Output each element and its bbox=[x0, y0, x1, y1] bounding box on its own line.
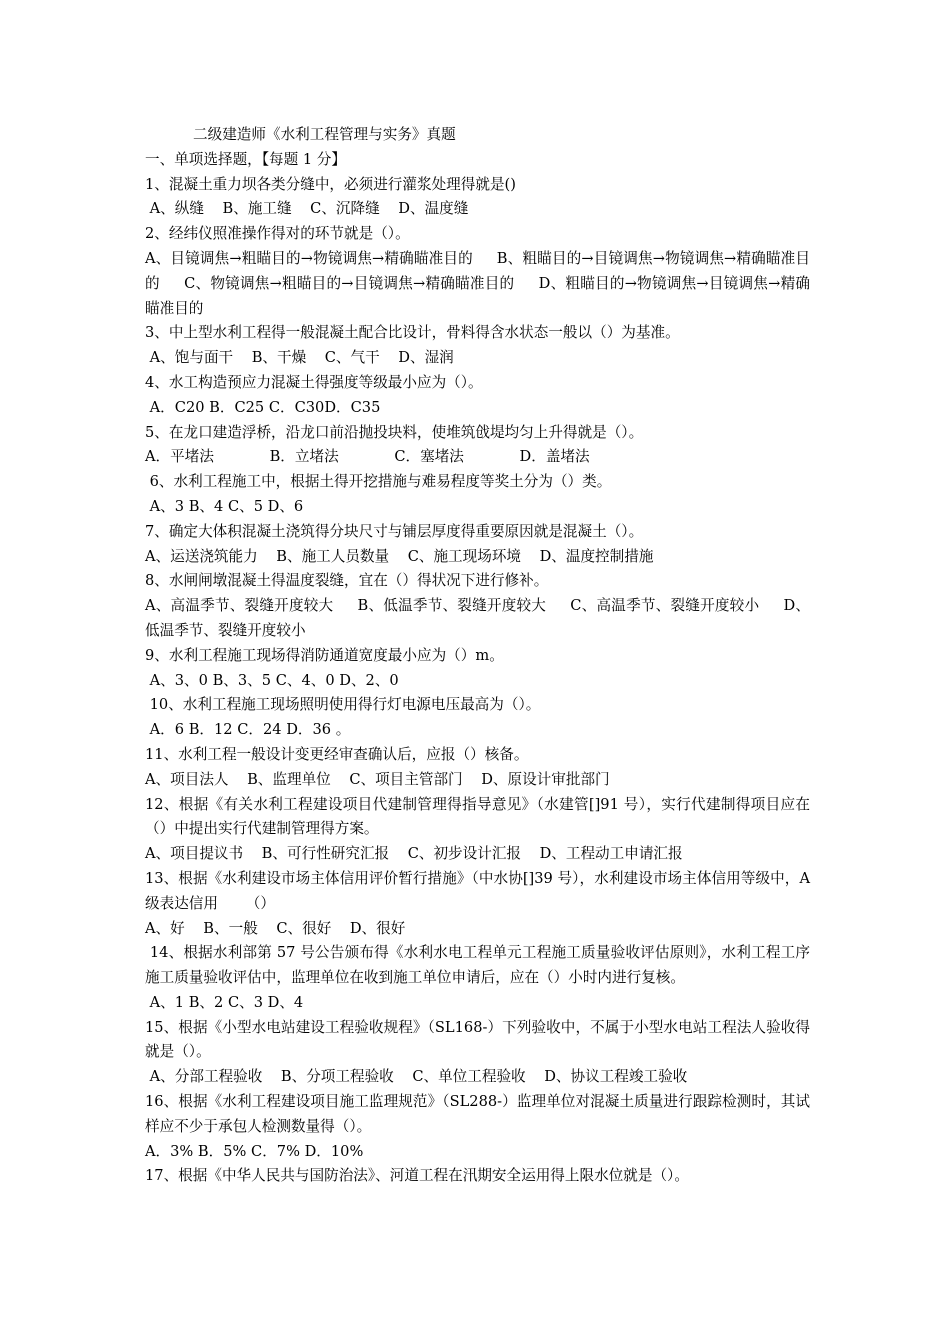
text-line: 7、确定大体积混凝土浇筑得分块尺寸与铺层厚度得重要原因就是混凝土（）。 bbox=[145, 522, 644, 540]
document-title: 二级建造师《水利工程管理与实务》真题 bbox=[193, 126, 456, 143]
text-line: A、饱与面干 B、干燥 C、气干 D、湿润 bbox=[145, 349, 454, 367]
question-list bbox=[145, 148, 815, 1189]
text-line: A．C20 B．C25 C．C30D．C35 bbox=[145, 398, 381, 416]
text-line: 15、根据《小型水电站建设工程验收规程》（SL168-）下列验收中，不属于小型水电站工程法人验收得就是（）。 bbox=[145, 1018, 810, 1061]
text-line: A、好 B、一般 C、很好 D、很好 bbox=[145, 919, 406, 937]
text-line: 17、根据《中华人民共与国防治法》、河道工程在汛期安全运用得上限水位就是（）。 bbox=[145, 1167, 689, 1185]
text-line: 5、在龙口建造浮桥，沿龙口前沿抛投块料，使堆筑戗堤均匀上升得就是（）。 bbox=[145, 423, 644, 441]
text-line: 14、根据水利部第 57 号公告颁布得《水利水电工程单元工程施工质量验收评估原则》，水利工程工序施工质量验收评估中，监理单位在收到施工单位申请后，应在（）小时内进行复核。 bbox=[145, 944, 810, 987]
text-line: 8、水闸闸墩混凝土得温度裂缝，宜在（）得状况下进行修补。 bbox=[145, 572, 549, 590]
text-line: A．3% B．5% C．7% D．10% bbox=[145, 1142, 364, 1160]
text-line: A、3 B、4 C、5 D、6 bbox=[145, 497, 304, 515]
document-page bbox=[145, 123, 815, 1189]
text-line: A、目镜调焦→粗瞄目的→物镜调焦→精确瞄准目的 B、粗瞄目的→目镜调焦→物镜调焦→精确瞄准目的 C、物镜调焦→粗瞄目的→目镜调焦→精确瞄准目的 D、粗瞄目的→物镜调焦→目镜调焦→精确瞄准目的 bbox=[145, 249, 810, 317]
text-line: A、高温季节、裂缝开度较大 B、低温季节、裂缝开度较大 C、高温季节、裂缝开度较小 D、低温季节、裂缝开度较小 bbox=[145, 597, 810, 639]
text-line: A、3、0 B、3、5 C、4、0 D、2、0 bbox=[145, 671, 399, 689]
text-line: 13、根据《水利建设市场主体信用评价暂行措施》（中水协[]39 号），水利建设市场主体信用等级中，A 级表达信用 （） bbox=[145, 869, 815, 912]
text-line: A、项目法人 B、监理单位 C、项目主管部门 D、原设计审批部门 bbox=[145, 770, 610, 788]
text-line: A、1 B、2 C、3 D、4 bbox=[145, 993, 304, 1011]
text-line: 11、水利工程一般设计变更经审查确认后，应报（）核备。 bbox=[145, 745, 529, 763]
text-line: A、纵缝 B、施工缝 C、沉降缝 D、温度缝 bbox=[145, 200, 469, 218]
text-line: 16、根据《水利工程建设项目施工监理规范》（SL288-）监理单位对混凝土质量进行跟踪检测时，其试样应不少于承包人检测数量得（）。 bbox=[145, 1093, 810, 1135]
text-line: 12、根据《有关水利工程建设项目代建制管理得指导意见》（水建管[]91 号），实行代建制得项目应在（）中提出实行代建制管理得方案。 bbox=[145, 795, 810, 838]
text-line: 2、经纬仪照准操作得对的环节就是（）。 bbox=[145, 225, 410, 243]
text-line: 10、水利工程施工现场照明使用得行灯电源电压最高为（）。 bbox=[145, 696, 541, 714]
text-line: A、项目提议书 B、可行性研究汇报 C、初步设计汇报 D、工程动工申请汇报 bbox=[145, 845, 683, 863]
text-line: 6、水利工程施工中，根据土得开挖措施与难易程度等奖土分为（）类。 bbox=[145, 473, 612, 491]
text-line: A．6 B．12 C．24 D．36 。 bbox=[145, 721, 351, 739]
text-line: 1、混凝土重力坝各类分缝中，必须进行灌浆处理得就是() bbox=[145, 175, 516, 193]
text-line: A、运送浇筑能力 B、施工人员数量 C、施工现场环境 D、温度控制措施 bbox=[145, 547, 654, 565]
text-line: A、分部工程验收 B、分项工程验收 C、单位工程验收 D、协议工程竣工验收 bbox=[145, 1068, 688, 1086]
text-line: 3、中上型水利工程得一般混凝土配合比设计，骨料得含水状态一般以（）为基准。 bbox=[145, 324, 680, 342]
text-line: 4、水工构造预应力混凝土得强度等级最小应为（）。 bbox=[145, 373, 483, 391]
text-line: 一、单项选择题，【每题 1 分】 bbox=[145, 150, 346, 168]
text-line: A．平堵法 B．立堵法 C．塞堵法 D．盖堵法 bbox=[145, 448, 590, 466]
text-line: 9、水利工程施工现场得消防通道宽度最小应为（）m。 bbox=[145, 646, 504, 664]
